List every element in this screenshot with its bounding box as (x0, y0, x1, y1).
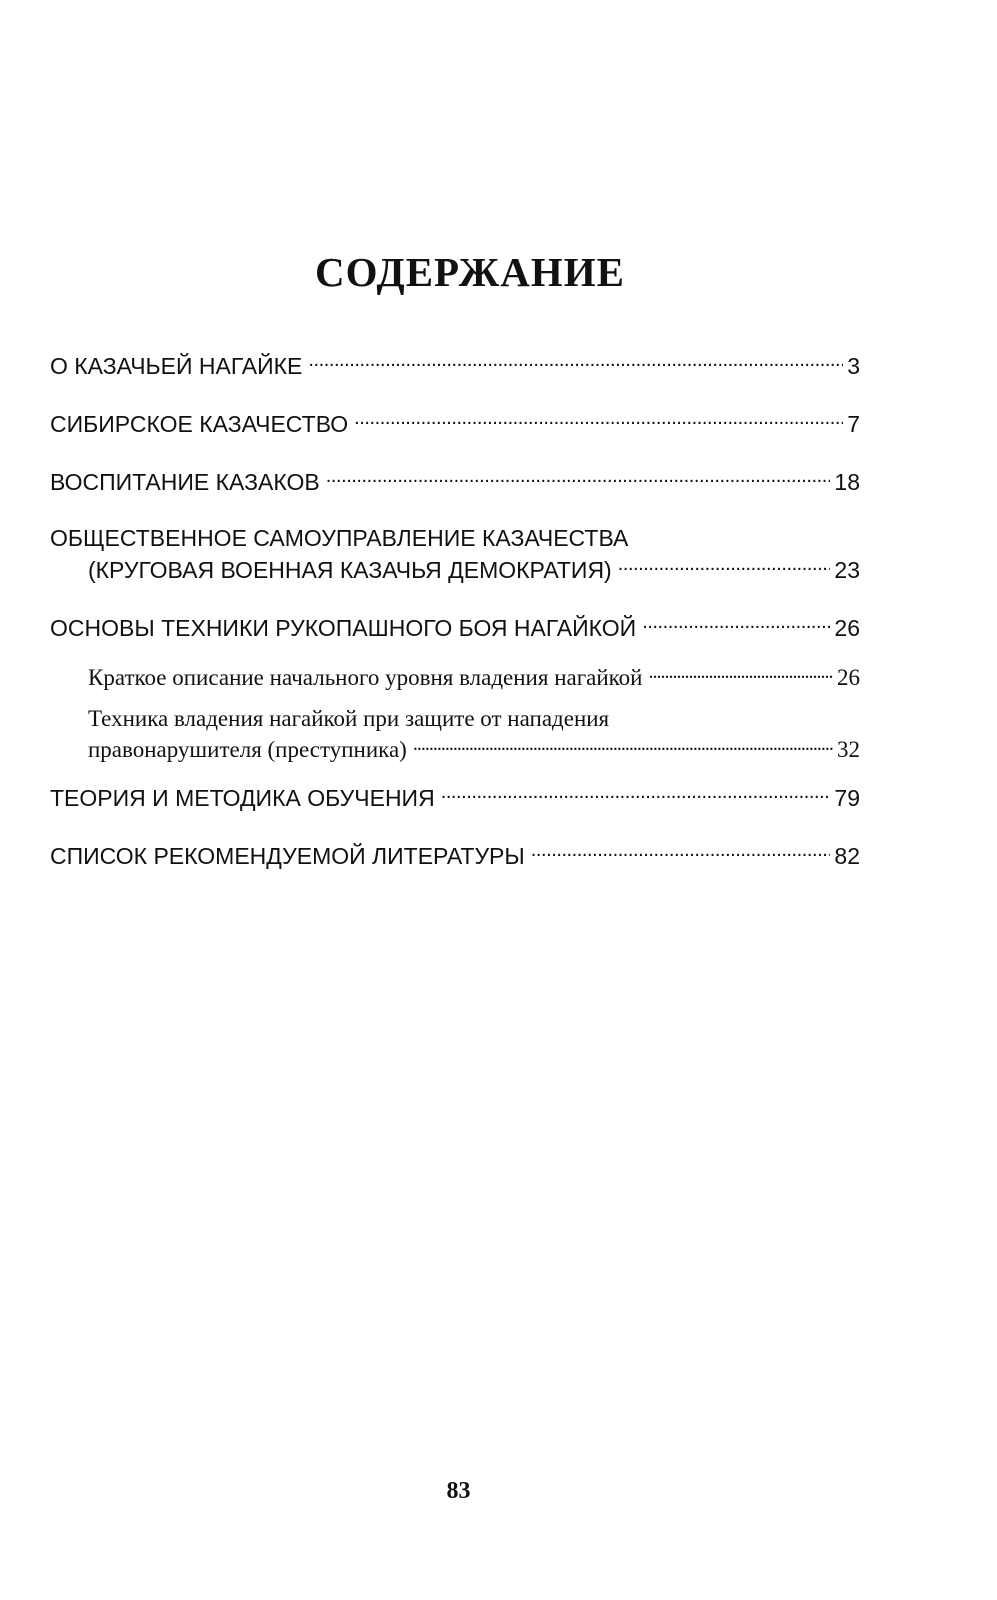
leader-dots (441, 783, 831, 806)
toc-entry-title-line: (КРУГОВАЯ ВОЕННАЯ КАЗАЧЬЯ ДЕМОКРАТИЯ) (88, 557, 612, 583)
toc-entry-page: 26 (834, 615, 860, 641)
toc-entry-title-line: Техника владения нагайкой при защите от нападения (88, 706, 610, 731)
toc-entry-page: 79 (834, 785, 860, 811)
toc-entry-page: 7 (847, 411, 860, 437)
toc-entry-title: ТЕОРИЯ И МЕТОДИКА ОБУЧЕНИЯ (50, 785, 435, 811)
leader-dots (531, 841, 831, 864)
toc-entry-title: СИБИРСКОЕ КАЗАЧЕСТВО (50, 411, 349, 437)
toc-entry (50, 522, 860, 586)
leader-dots (618, 555, 831, 578)
toc-subentry (88, 704, 860, 765)
toc-entry-title: СПИСОК РЕКОМЕНДУЕМОЙ ЛИТЕРАТУРЫ (50, 843, 525, 869)
toc-entry-title: ВОСПИТАНИЕ КАЗАКОВ (50, 469, 320, 495)
toc-entry-page: 3 (847, 353, 860, 379)
toc-entry (50, 350, 860, 382)
leader-dots (326, 467, 831, 490)
toc-entry (50, 840, 860, 872)
leader-dots (642, 613, 830, 636)
toc-entry-page: 23 (834, 557, 860, 583)
leader-dots (308, 351, 843, 374)
leader-dots (413, 734, 833, 757)
toc-entry-page: 82 (834, 843, 860, 869)
toc-entry-title-line: правонарушителя (преступника) (88, 737, 407, 762)
toc-subentry (88, 662, 860, 693)
leader-dots (354, 409, 843, 432)
toc-entry-page: 26 (837, 665, 860, 690)
page-title: СОДЕРЖАНИЕ (315, 249, 625, 295)
toc-entry (50, 782, 860, 814)
leader-dots (648, 662, 833, 685)
toc-entry-title: О КАЗАЧЬЕЙ НАГАЙКЕ (50, 353, 303, 379)
toc-entry-title: Краткое описание начального уровня владения нагайкой (88, 665, 643, 690)
toc-entry-title-line: ОБЩЕСТВЕННОЕ САМОУПРАВЛЕНИЕ КАЗАЧЕСТВА (50, 525, 629, 551)
toc-entry (50, 466, 860, 498)
toc-entry (50, 408, 860, 440)
toc-entry (50, 612, 860, 644)
toc-entry-page: 32 (837, 737, 860, 762)
page-number: 83 (446, 1478, 471, 1504)
toc-entry-title: ОСНОВЫ ТЕХНИКИ РУКОПАШНОГО БОЯ НАГАЙКОЙ (50, 615, 637, 641)
toc-entry-page: 18 (834, 469, 860, 495)
